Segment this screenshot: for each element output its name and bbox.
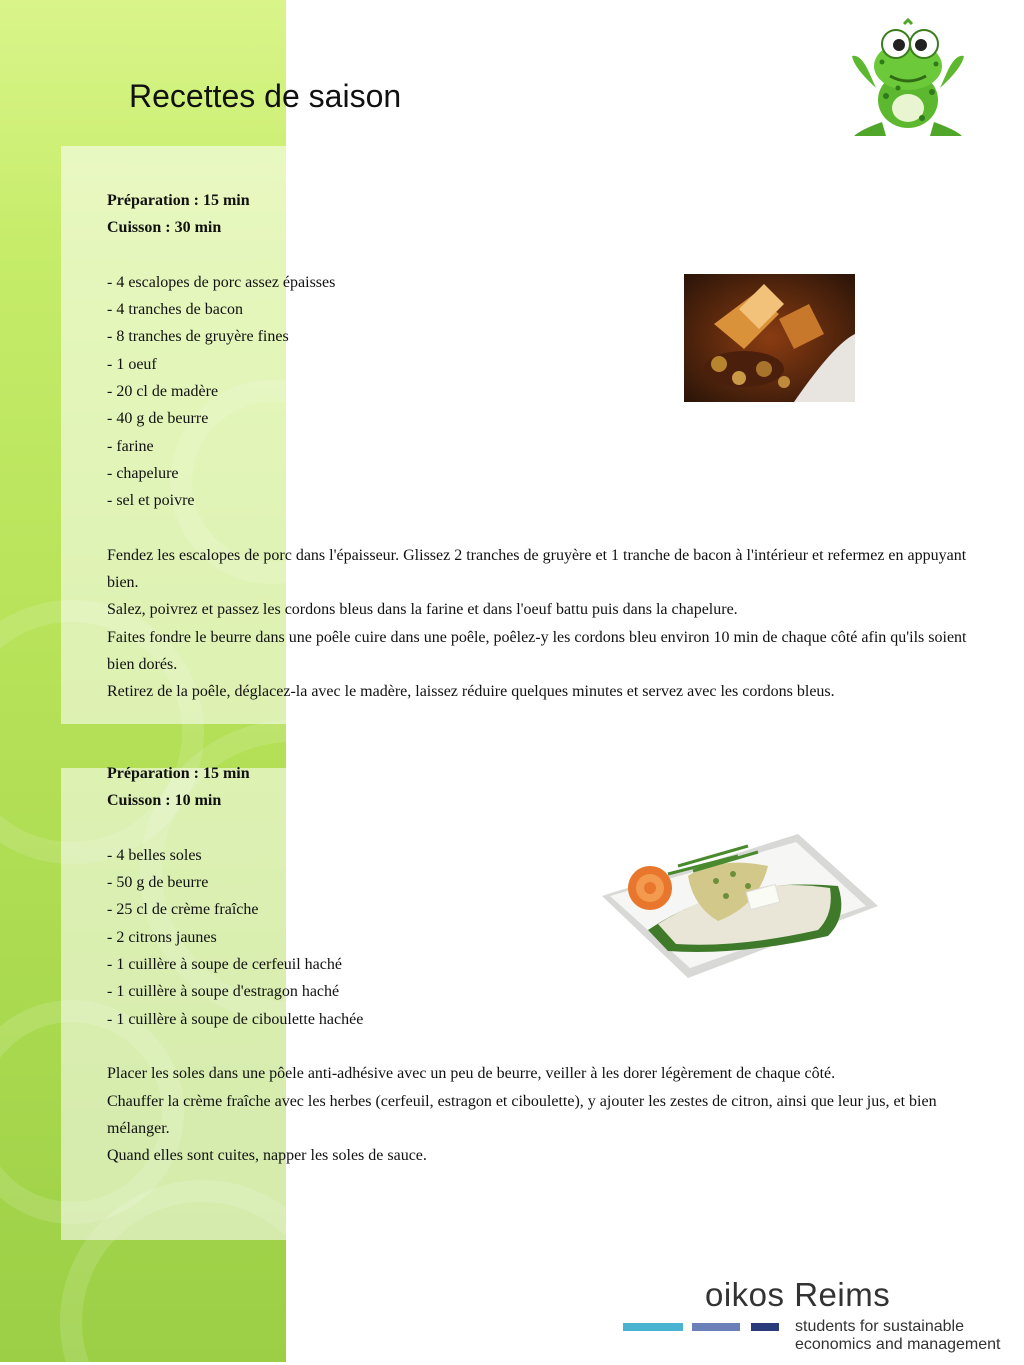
- ingredient-item: - farine: [107, 437, 154, 455]
- recipe-1: [107, 187, 967, 706]
- logo-bar-1: [623, 1323, 683, 1331]
- recipe-step: Faites fondre le beurre dans une poêle cuire dans une poêle, poêlez-y les cordons bleu environ 10 min de chaque côté afin qu'ils soient bien dorés.: [107, 628, 967, 674]
- recipe-step: Placer les soles dans une pôele anti-adhésive avec un peu de beurre, veiller à les dorer légèrement de chaque côté.: [107, 1065, 836, 1083]
- logo-bar-2: [692, 1323, 740, 1331]
- ingredient-item: - 4 tranches de bacon: [107, 301, 243, 319]
- logo-bar-3: [751, 1323, 779, 1331]
- recipe-step: Retirez de la poêle, déglacez-la avec le madère, laissez réduire quelques minutes et servez avec les cordons bleus.: [107, 683, 835, 701]
- ingredient-item: - chapelure: [107, 464, 179, 482]
- logo-tagline: students for sustainable economics and management: [795, 1318, 1001, 1353]
- recipe-step: Fendez les escalopes de porc dans l'épaisseur. Glissez 2 tranches de gruyère et 1 tranche de bacon à l'intérieur et refermez en appuyant bien.: [107, 546, 967, 592]
- recipe-step: Quand elles sont cuites, napper les soles de sauce.: [107, 1147, 427, 1165]
- preparation-time: Préparation : 15 min: [107, 765, 250, 782]
- ingredient-item: - 1 cuillère à soupe de cerfeuil haché: [107, 956, 342, 974]
- cooking-time: Cuisson : 10 min: [107, 792, 222, 810]
- recipe-step: Chauffer la crème fraîche avec les herbes (cerfeuil, estragon et ciboulette), y ajouter les zestes de citron, ainsi que leur jus, et bien mélanger.: [107, 1092, 937, 1137]
- ingredient-item: - 1 cuillère à soupe d'estragon haché: [107, 983, 340, 1001]
- dish-photo-cordon-bleu: [684, 274, 855, 402]
- ingredient-item: - 4 escalopes de porc assez épaisses: [107, 273, 336, 291]
- ingredient-item: - 20 cl de madère: [107, 383, 219, 401]
- frog-icon: [846, 18, 970, 138]
- ingredient-item: - 1 oeuf: [107, 355, 157, 373]
- ingredient-item: - 8 tranches de gruyère fines: [107, 328, 289, 346]
- ingredient-item: - sel et poivre: [107, 492, 195, 510]
- ingredient-item: - 1 cuillère à soupe de ciboulette hachée: [107, 1010, 364, 1028]
- ingredient-item: - 40 g de beurre: [107, 410, 209, 428]
- ingredient-item: - 4 belles soles: [107, 846, 202, 864]
- recipe-step: Salez, poivrez et passez les cordons bleus dans la farine et dans l'oeuf battu puis dans la chapelure.: [107, 601, 738, 619]
- oikos-reims-logo: [618, 1276, 1022, 1362]
- ingredient-item: - 25 cl de crème fraîche: [107, 901, 259, 919]
- page-title: Recettes de saison: [129, 78, 402, 114]
- ingredient-item: - 2 citrons jaunes: [107, 928, 217, 946]
- preparation-time: Préparation : 15 min: [107, 192, 250, 209]
- cooking-time: Cuisson : 30 min: [107, 219, 222, 237]
- ingredient-item: - 50 g de beurre: [107, 874, 209, 892]
- logo-name: oikos Reims: [705, 1276, 891, 1313]
- dish-photo-sole-plate: [598, 826, 880, 982]
